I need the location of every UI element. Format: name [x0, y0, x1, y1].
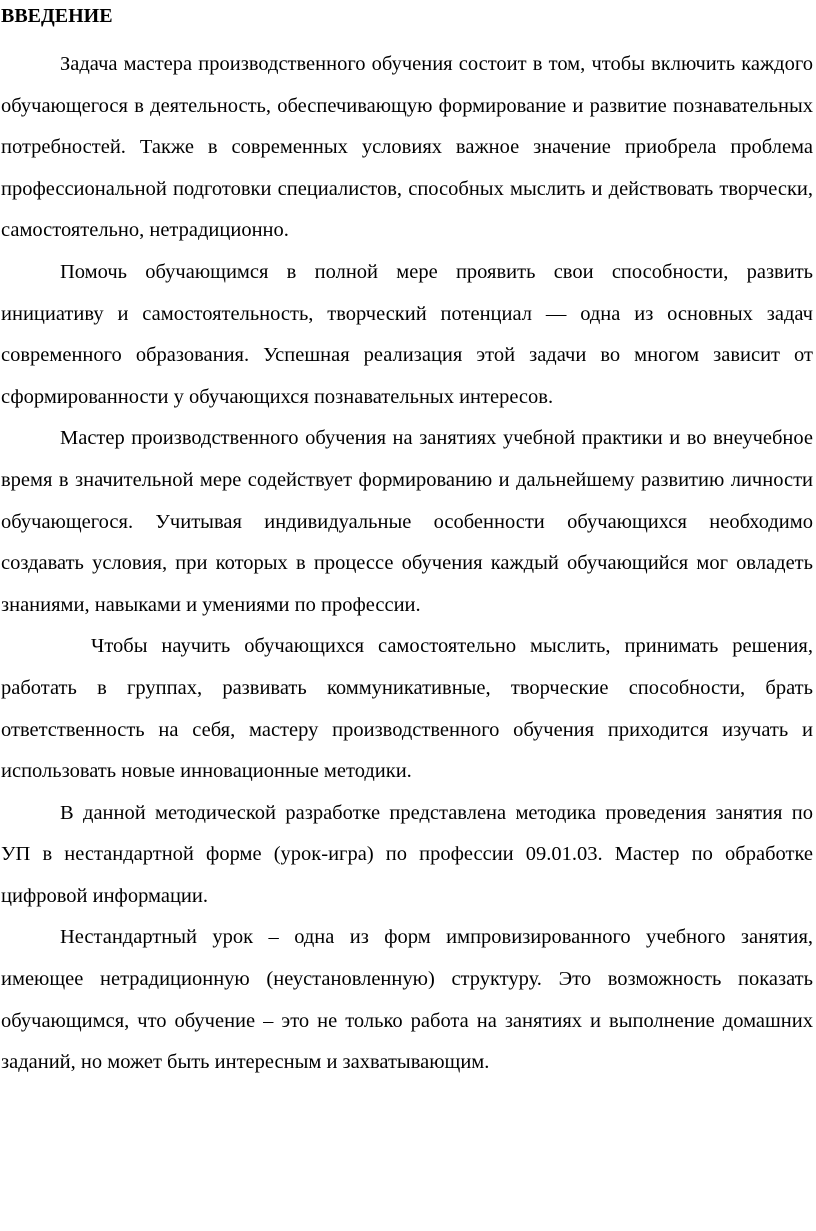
- section-heading: ВВЕДЕНИЕ: [1, 5, 113, 27]
- paragraph-5: В данной методической разработке представлена методика проведения занятия по УП в нестандартной форме (урок-игра) по профессии 09.01.03. Мастер по обработке цифровой информации.: [1, 801, 813, 907]
- paragraph-3: Мастер производственного обучения на занятиях учебной практики и во внеучебное время в значительной мере содействует формированию и дальнейшему развитию личности обучающегося. Учитывая индивидуальные особенности обучающихся необходимо создавать условия, при которых в процессе обучения каждый обучающийся мог овладеть знаниями, навыками и умениями по профессии.: [1, 427, 813, 616]
- paragraph-6: Нестандартный урок – одна из форм импровизированного учебного занятия, имеющее нетрадиционную (неустановленную) структуру. Это возможность показать обучающимся, что обучение – это не только работа на занятиях и выполнение домашних заданий, но может быть интересным и захватывающим.: [1, 926, 813, 1074]
- paragraph-2: Помочь обучающимся в полной мере проявить свои способности, развить инициативу и самостоятельность, творческий потенциал — одна из основных задач современного образования. Успешная реализация этой задачи во многом зависит от сформированности у обучающихся познавательных интересов.: [1, 260, 813, 408]
- paragraph-4: Чтобы научить обучающихся самостоятельно мыслить, принимать решения, работать в группах, развивать коммуникативные, творческие способности, брать ответственность на себя, мастеру производственного обучения приходится изучать и использовать новые инновационные методики.: [1, 635, 813, 783]
- paragraph-1: Задача мастера производственного обучения состоит в том, чтобы включить каждого обучающегося в деятельность, обеспечивающую формирование и развитие познавательных потребностей. Также в современных условиях важное значение приобрела проблема профессиональной подготовки специалистов, способных мыслить и действовать творчески, самостоятельно, нетрадиционно.: [1, 53, 813, 242]
